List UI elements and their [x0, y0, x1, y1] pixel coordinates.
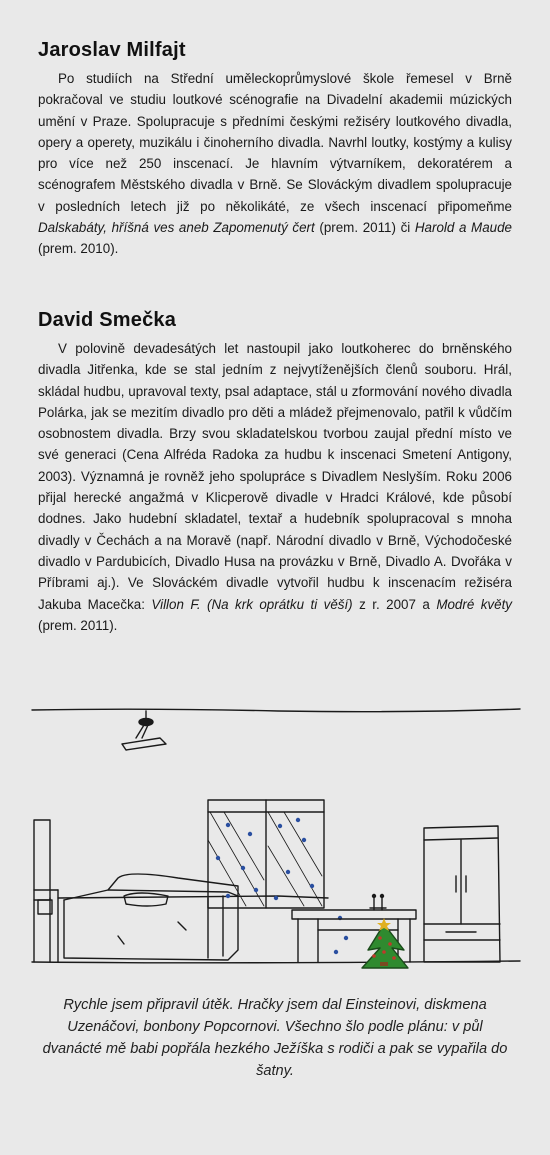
text-run: V polovině devadesátých let nastoupil jako loutkoherec do brněnského divadla Jitřenka, kde se stal jedním z nejvytíženějších členů souboru. Hrál, skládal hudbu, upravoval texty, psal adaptace, stál u zformování nového divadla Polárka, jak se mezitím divadlo pro děti a mládež přejmenovalo, patřil k vůdčím osobnostem divadla. Brzy svou skladatelskou tvorbou zaujal přední místo ve své generaci (Cena Alfréda Radoka za hudbu k inscenaci Smetení Antigony, 2003). Významná je rovněž jeho spolupráce s Divadlem Neslyším. Roku 2006 přijal herecké angažmá v Klicperově divadle v Hradci Králové, kde působí dodnes. Jako hudební skladatel, textař a hudebník spolupracoval s mnoha divadly v Čechách a na Moravě (např. Národní divadlo v Brně, Východočeské divadlo v Pardubicích, Divadlo Husa na provázku v Brně, Divadlo A. Dvořáka v Příbrami aj.). Ve Slováckém divadle vytvořil hudbu k inscenacím režiséra Jakuba Macečka: [38, 341, 512, 612]
text-run: (prem. 2010). [38, 241, 119, 257]
text-run: (prem. 2011). [38, 617, 118, 633]
wardrobe-icon [424, 826, 500, 962]
bio-section-smecka [38, 308, 512, 636]
bio-name: David Smečka [38, 309, 177, 331]
illustration-caption: Rychle jsem připravil útěk. Hračky jsem dal Einsteinovi, diskmena Uzenáčovi, bonbony Popcornovi. Všechno šlo podle plánu: v půl dvanácté mě babi popřála hezkého Ježíška s rodiči a pak se vypařila do šatny. [42, 997, 508, 1079]
bio-text [38, 68, 512, 260]
candles-icon [370, 895, 386, 911]
window-icon [208, 800, 348, 954]
title-italic: Villon F. (Na krk oprátku ti věší) [151, 596, 353, 612]
chair-icon [34, 820, 58, 962]
bio-text [38, 338, 512, 636]
bed-icon [64, 874, 238, 960]
ceiling-lamp-icon [122, 711, 166, 750]
room-illustration [28, 700, 522, 980]
ceiling-line [32, 709, 520, 712]
bio-section-milfajt [38, 38, 512, 260]
title-italic: Harold a Maude [414, 220, 512, 236]
christmas-tree-icon [362, 918, 408, 968]
text-run: z r. 2007 a [352, 596, 437, 612]
title-italic: Dalskabáty, hříšná ves aneb Zapomenutý čert [38, 220, 315, 236]
bio-name: Jaroslav Milfajt [38, 39, 186, 61]
text-run: Po studiích na Střední uměleckoprůmyslové škole řemesel v Brně pokračoval ve studiu loutkové scénografie na Divadelní akademii múzických umění v Praze. Spolupracuje s předními českými režiséry loutkového divadla, opery a operety, muzikálu i činoherního divadla. Navrhl loutky, kostýmy a kulisy pro více než 250 inscenací. Je hlavním výtvarníkem, dekoratérem a scénografem Městského divadla v Brně. Se Slováckým divadlem spolupracuje v posledních letech již po několikáté, ze všech inscenací připomeňme [38, 71, 512, 214]
text-run: (prem. 2011) či [314, 220, 415, 236]
title-italic: Modré květy [436, 596, 512, 612]
